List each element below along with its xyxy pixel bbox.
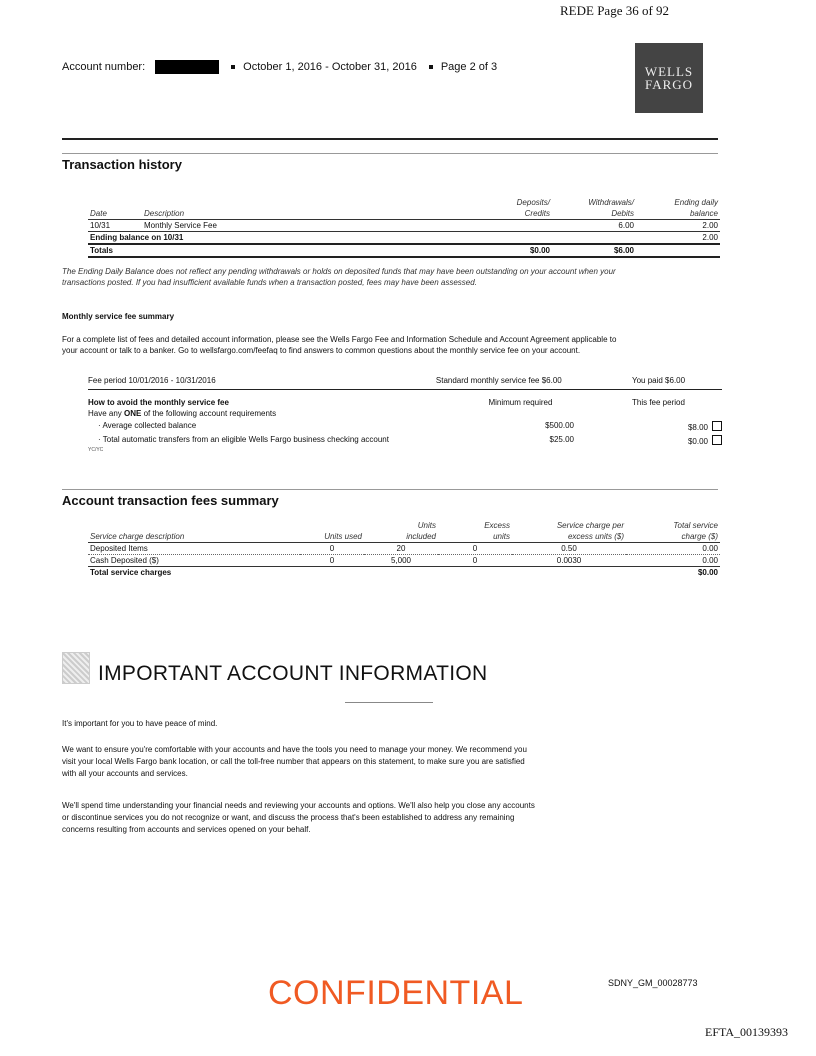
- service-fee-description: For a complete list of fees and detailed account information, please see the Wells Fargo Fee and Information Schedule and Account Agreement applicable to your account or talk to a banker. Go to wellsfargo.com/feefaq to find answers to common questions about the monthly service fee on your account.: [62, 335, 617, 355]
- fees-table: Units Excess Service charge per Total service Service charge description Units used included units excess units ($) charge ($) Deposited Items 0 20 0 0.50 0.00 Cash Deposited ($) 0 5,000 0 0.0030 0.00 Total service charges $0.00: [90, 521, 718, 577]
- col-date: Date: [90, 209, 107, 218]
- ending-balance-row: Ending balance on 10/31 2.00: [90, 233, 718, 242]
- important-info-title: IMPORTANT ACCOUNT INFORMATION: [98, 662, 488, 685]
- page-stamp: REDE Page 36 of 92: [560, 3, 670, 18]
- title-underline: [345, 702, 433, 703]
- requirement-row: · Total automatic transfers from an eligible Wells Fargo business checking account $25.00 $0.00: [88, 435, 722, 446]
- total-row: Total service charges $0.00: [90, 568, 718, 577]
- min-required-header: Minimum required: [488, 398, 553, 407]
- requirement-checkbox: [712, 421, 722, 431]
- confidential-watermark: CONFIDENTIAL: [268, 974, 524, 1012]
- requirements-intro: Have any ONE of the following account requirements: [88, 409, 277, 418]
- bullet-icon: [231, 65, 235, 69]
- account-label: Account number:: [62, 61, 146, 73]
- requirement-checkbox: [712, 435, 722, 445]
- fee-period: Fee period 10/01/2016 - 10/31/2016: [88, 376, 216, 385]
- requirement-row: · Average collected balance $500.00 $8.00: [88, 421, 722, 432]
- bates-number: SDNY_GM_00028773: [608, 978, 698, 988]
- wells-fargo-logo: WELLS FARGO: [635, 43, 703, 113]
- this-period-header: This fee period: [631, 398, 685, 407]
- transaction-note: The Ending Daily Balance does not reflect any pending withdrawals or holds on deposited funds that may have been outstanding on your account when your transactions posted. If you had insufficient available funds when a transaction posted, fees may have been assessed.: [62, 267, 616, 287]
- standard-fee: Standard monthly service fee $6.00: [435, 376, 562, 385]
- section-rule: [62, 153, 718, 154]
- important-p3: We'll spend time understanding your financial needs and reviewing your accounts and options. We'll also help you close any accounts or discontinue services you do not recognize or want, and discuss the process that's been established to address any remaining concerns resulting from accounts and services opened on your behalf.: [62, 801, 535, 834]
- col-description: Description: [144, 209, 185, 218]
- service-fee-title: Monthly service fee summary: [62, 312, 175, 321]
- redaction-box: [155, 60, 219, 74]
- totals-row: Totals $0.00 $6.00: [88, 244, 720, 257]
- page-indicator: Page 2 of 3: [440, 61, 498, 73]
- table-row: 10/31 Monthly Service Fee 6.00 2.00: [90, 221, 718, 230]
- you-paid: You paid $6.00: [631, 376, 686, 385]
- fee-code: YC/YC: [88, 447, 104, 453]
- section-rule: [62, 489, 718, 490]
- table-row: Deposited Items 0 20 0 0.50 0.00: [90, 544, 718, 553]
- account-line: [62, 60, 497, 74]
- info-graphic-icon: [62, 652, 90, 684]
- statement-period: October 1, 2016 - October 31, 2016: [243, 61, 417, 73]
- header-rule: [62, 138, 718, 140]
- fees-summary-title: Account transaction fees summary: [62, 493, 279, 508]
- transaction-history-title: Transaction history: [62, 157, 182, 172]
- important-p2: We want to ensure you're comfortable with your accounts and have the tools you need to manage your money. We recommend you visit your local Wells Fargo bank location, or call the toll-free number that appears on this statement, to make sure you are satisfied with all your accounts and services.: [62, 745, 527, 778]
- transaction-table: Deposits/ Withdrawals/ Ending daily Date Description Credits Debits balance 10/31 Monthly Service Fee 6.00 2.00 Ending balance on 10/31 2.00 Totals $0.00 $6.00: [90, 198, 718, 255]
- important-p1: It's important for you to have peace of mind.: [62, 719, 218, 728]
- bullet-icon: [429, 65, 433, 69]
- avoid-fee-title: How to avoid the monthly service fee: [88, 398, 229, 407]
- efta-number: EFTA_00139393: [705, 1025, 789, 1039]
- table-row: Cash Deposited ($) 0 5,000 0 0.0030 0.00: [90, 556, 718, 565]
- fee-period-box: [88, 376, 722, 453]
